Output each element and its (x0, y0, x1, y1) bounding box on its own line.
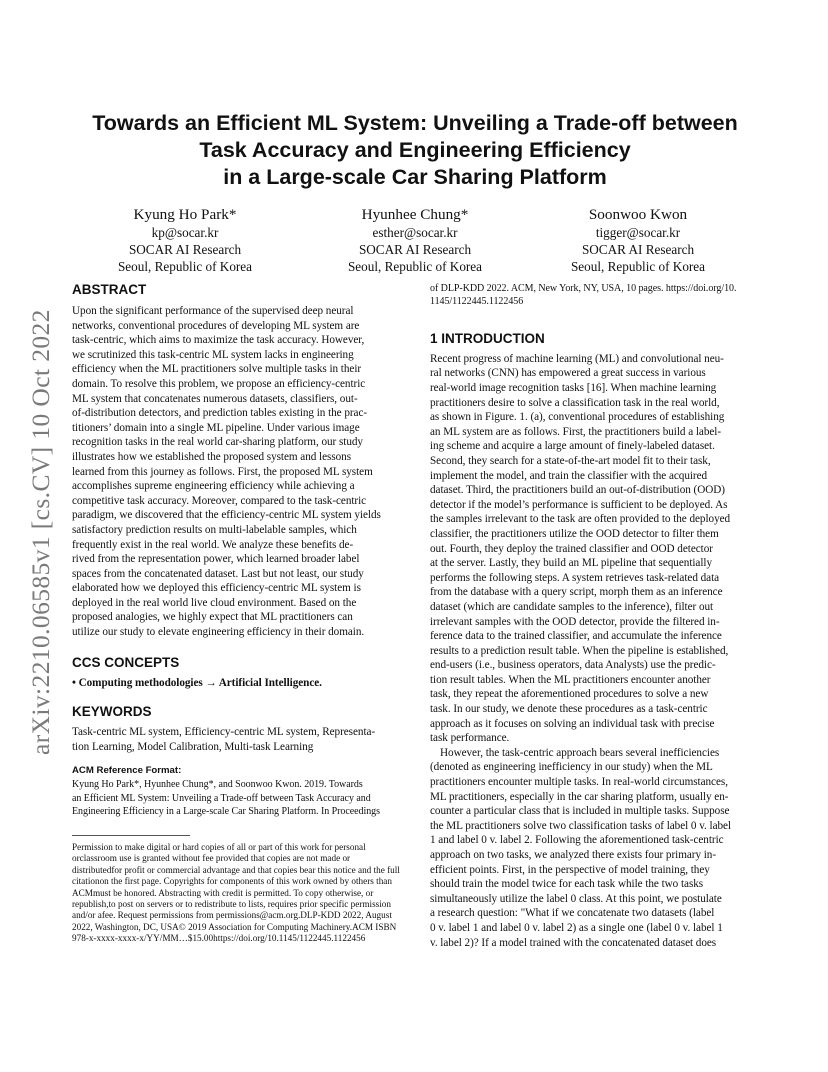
text-line: ML system that concatenates numerous datasets, classifiers, out- (72, 392, 358, 405)
text-line: titioners’ domain into a single ML pipeline. Under various image (72, 421, 360, 434)
text-line: DLP-KDD 2022, August 2022, Washington, DC, USA (72, 910, 392, 932)
text-line: counter a particular class that is included in multiple tasks. Suppose (430, 805, 730, 818)
author-1 (70, 205, 300, 275)
author-location: Seoul, Republic of Korea (570, 258, 706, 274)
text-line: should train the model twice for each task while the two tasks (430, 878, 704, 891)
ccs-concepts: • Computing methodologies → Artificial Intelligence. (72, 676, 322, 689)
author-name: Hyunhee Chung* (361, 206, 469, 223)
text-line: from the database with a query script, morph them as an inference (430, 586, 723, 599)
text-line: task, they repeat the aforementioned procedures to solve a new (430, 688, 709, 701)
text-line: a research question: "What if we concatenate two datasets (label (430, 907, 715, 920)
arxiv-identifier: arXiv:2210.06585v1 [cs.CV] 10 Oct 2022 (26, 309, 55, 755)
author-name: Soonwoo Kwon (588, 206, 688, 223)
text-line: practitioners encounter multiple tasks. In real-world circumstances, (430, 776, 728, 789)
text-line: ference data to the trained classifier, and accumulate the inference (430, 630, 722, 643)
author-3 (523, 205, 753, 275)
author-location: Seoul, Republic of Korea (117, 258, 253, 274)
text-line: simultaneously utilize the label 0 class. At this point, we postulate (430, 892, 722, 905)
text-line: detector if the model’s performance is sufficient to be deployed. As (430, 498, 728, 511)
text-line: networks, conventional procedures of developing ML system are (72, 319, 360, 332)
reference-continuation (430, 282, 758, 309)
text-line: learned from this journey as follows. First, the proposed ML system (72, 465, 373, 478)
text-line: dataset. Third, the practitioners build an out-of-distribution (OOD) (430, 484, 725, 497)
text-line: practitioners desire to solve a classification task in the real world, (430, 396, 720, 409)
text-line: (denoted as engineering inefficiency in our study) when the ML (430, 761, 713, 774)
author-2 (300, 205, 530, 275)
text-line: utilize our study to elevate engineering efficiency in their domain. (72, 626, 365, 639)
text-line: rived from the representation power, which learned broader label (72, 553, 360, 566)
permission-notice (72, 842, 400, 945)
text-line: we scrutinized this task-centric ML system lacks in engineering (72, 348, 354, 361)
text-line: must be honored. Abstracting with credit is permitted. To copy otherwise, or republish, (72, 887, 374, 910)
text-line: efficient points. First, in the perspective of model training, they (430, 863, 710, 876)
acm-reference-heading: ACM Reference Format: (72, 765, 182, 777)
keywords-line: tion Learning, Model Calibration, Multi-task Learning (72, 740, 314, 753)
text-line: satisfactory prediction results on multi-labelable samples, which (72, 523, 357, 536)
text-line: elaborated how we deployed this efficiency-centric ML system is (72, 582, 361, 595)
text-line: competitive task accuracy. Moreover, compared to the task-centric (72, 494, 367, 507)
text-line: 1 and label 0 v. label 2. Following the aforementioned task-centric (430, 834, 724, 847)
acm-ref-line: Engineering Efficiency in a Large-scale Car Sharing Platform. In Proceedings (72, 805, 380, 817)
text-line: 0 v. label 1 and label 0 v. label 2) as a single one (label 0 v. label 1 (430, 921, 723, 934)
text-line: task-centric, which aims to maximize the task accuracy. However, (72, 334, 365, 347)
text-line: out. Fourth, they deploy the trained classifier and OOD detector (430, 542, 713, 555)
text-line: classroom use is granted without fee provided that copies are not made or distributed (72, 853, 351, 875)
text-line: at the server. Lastly, they build an ML pipeline that sequentially (430, 557, 713, 570)
text-line: to post on servers or to redistribute to lists, requires prior specific permission and/or a (72, 899, 391, 921)
text-line: tion result tables. When the ML practitioners encounter another (430, 673, 711, 686)
text-line: irrelevant samples with the OOD detector, provide the filtered in- (430, 615, 720, 628)
text-line: v. label 2)? If a model trained with the concatenated dataset does (430, 936, 717, 949)
title-line: Towards an Efficient ML System: Unveiling a Trade-off between (92, 111, 738, 135)
text-line: Upon the significant performance of the supervised deep neural (72, 305, 354, 317)
text-line: recognition tasks in the real world car-sharing platform, our study (72, 436, 363, 449)
acm-reference-body (72, 778, 400, 818)
title-line: in a Large-scale Car Sharing Platform (223, 165, 607, 189)
text-line: the samples irrelevant to the task are often provided to the deployed (430, 513, 731, 526)
text-line: dataset (which are candidate samples to the inference), filter out (430, 600, 714, 613)
text-line: spaces from the concatenated dataset. Last but not least, our study (72, 567, 364, 580)
permission-block (72, 835, 400, 945)
text-line: Permission to make digital or hard copies of all or part of this work for personal or (72, 842, 366, 864)
text-line: as shown in Figure. 1. (a), conventional procedures of establishing (430, 411, 725, 424)
text-line: task. In our study, we denote these procedures as a task-centric (430, 703, 708, 716)
text-line: © 2019 Association for Computing Machinery. (178, 921, 353, 932)
author-location: Seoul, Republic of Korea (347, 258, 483, 274)
text-line: However, the task-centric approach bears several inefficiencies (440, 746, 720, 759)
text-line: accomplishes supreme engineering efficiency while achieving a (72, 480, 355, 493)
text-line: implement the model, and train the classifier with the acquired (430, 469, 708, 482)
text-line: performs the following steps. A system retrieves task-related data (430, 571, 720, 584)
author-affiliation: SOCAR AI Research (128, 241, 242, 257)
author-email: tigger@socar.kr (595, 225, 681, 240)
abstract-body (72, 304, 400, 640)
text-line: efficiency when the ML practitioners solve multiple tasks in their (72, 363, 362, 376)
author-name: Kyung Ho Park* (133, 206, 237, 223)
keywords-heading: KEYWORDS (72, 704, 152, 720)
right-column (430, 282, 758, 950)
text-line: illustrates how we established the proposed system and lessons (72, 450, 352, 463)
text-line: https://doi.org/10.1145/1122445.1122456 (213, 933, 366, 944)
text-line: of-distribution detectors, and prediction tables existing in the prac- (72, 407, 368, 420)
text-line: approach as it focuses on solving an individual task with precise (430, 717, 715, 730)
text-line: fee. Request permissions from permissions@acm.org. (101, 910, 301, 921)
abstract-heading: ABSTRACT (72, 282, 147, 297)
text-line: approach on two tasks, we analyzed there exists four primary in- (430, 849, 717, 861)
text-line: domain. To resolve this problem, we propose an efficiency-centric (72, 377, 366, 390)
text-line: paradigm, we discovered that the efficiency-centric ML system yields (72, 509, 381, 522)
text-line: on the first page. Copyrights for components of this work owned by others than ACM (72, 876, 392, 898)
keywords-body (72, 725, 400, 754)
author-affiliation: SOCAR AI Research (358, 241, 472, 257)
text-line: results to a prediction result table. When the pipeline is established, (430, 644, 729, 657)
text-line: deployed in the real world live cloud environment. Based on the (72, 596, 357, 609)
text-line: classifier, the practitioners utilize the OOD detector to filter them (430, 527, 719, 540)
acm-ref-line: Kyung Ho Park*, Hyunhee Chung*, and Soonwoo Kwon. 2019. Towards (72, 779, 363, 791)
author-email: esther@socar.kr (372, 225, 458, 240)
text-line: ing scheme and acquire a large amount of finely-labeled dataset. (430, 440, 715, 453)
ref-cont-line: of DLP-KDD 2022. ACM, New York, NY, USA, 10 pages. https://doi.org/10. (430, 283, 737, 294)
text-line: end-users (i.e., business operators, data Analysts) use the predic- (430, 659, 716, 672)
text-line: the ML practitioners solve two classification tasks of label 0 v. label (430, 819, 732, 832)
acm-ref-line: an Efficient ML System: Unveiling a Trade-off between Task Accuracy and (72, 792, 371, 804)
text-line: Recent progress of machine learning (ML) and convolutional neu- (430, 352, 724, 365)
text-line: ral networks (CNN) has empowered a great success in various (430, 367, 706, 380)
author-email: kp@socar.kr (151, 225, 219, 240)
left-column (72, 282, 400, 945)
ccs-heading: CCS CONCEPTS (72, 654, 180, 670)
text-line: ML practitioners, especially in the car sharing platform, usually en- (430, 790, 729, 803)
footnote-rule (72, 835, 190, 836)
author-affiliation: SOCAR AI Research (581, 241, 695, 257)
text-line: an ML system are as follows. First, the practitioners build a label- (430, 425, 722, 438)
text-line: ACM ISBN 978-x-xxxx-xxxx-x/YY/MM…$15.00 (72, 921, 397, 944)
text-line: real-world image recognition tasks [16]. When machine learning (430, 382, 717, 394)
ref-cont-line: 1145/1122445.1122456 (430, 296, 524, 308)
title-line: Task Accuracy and Engineering Efficiency (199, 138, 631, 162)
introduction-heading: 1 INTRODUCTION (430, 330, 545, 346)
text-line: proposed analogies, we highly expect that ML practitioners can (72, 611, 353, 624)
text-line: for profit or commercial advantage and that copies bear this notice and the full citation (72, 864, 400, 887)
text-line: Second, they search for a state-of-the-art model fit to their task, (430, 454, 711, 467)
introduction-body (430, 352, 758, 950)
text-line: frequently exist in the real world. We analyze these benefits de- (72, 538, 354, 551)
text-line: task performance. (430, 732, 510, 745)
keywords-line: Task-centric ML system, Efficiency-centric ML system, Representa- (72, 726, 376, 739)
paper-title (70, 110, 760, 191)
